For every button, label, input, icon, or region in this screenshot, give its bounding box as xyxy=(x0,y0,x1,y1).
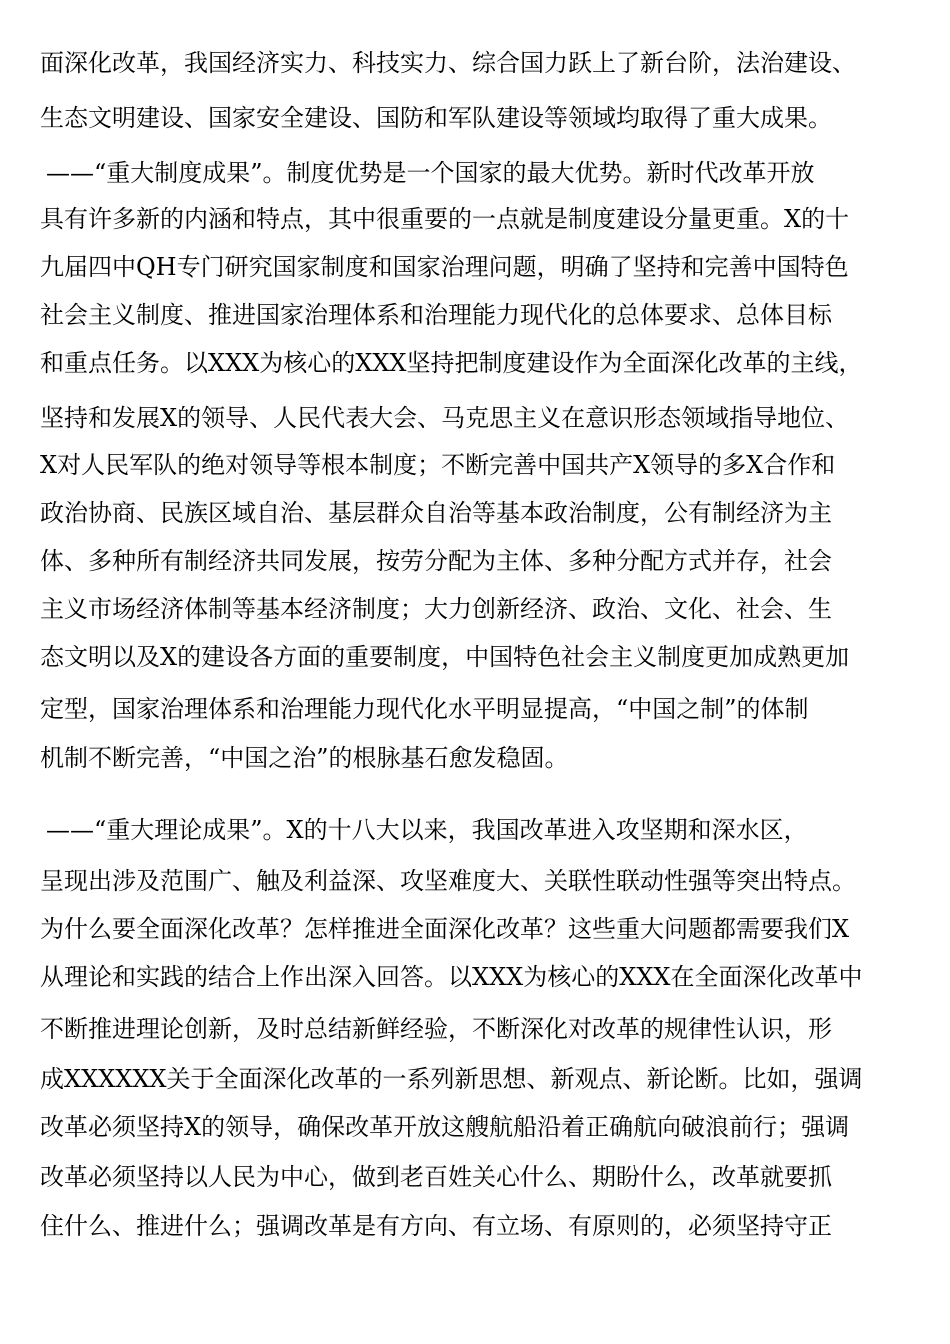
text-line: X对人民军队的绝对领导等根本制度；不断完善中国共产X领导的多X合作和 xyxy=(40,451,836,479)
text-line: 面深化改革，我国经济实力、科技实力、综合国力跃上了新台阶，法治建设、 xyxy=(40,49,856,77)
text-line: 政治协商、民族区域自治、基层群众自治等基本政治制度，公有制经济为主 xyxy=(40,499,832,527)
text-line: 态文明以及X的建设各方面的重要制度，中国特色社会主义制度更加成熟更加 xyxy=(40,643,850,671)
text-line: 不断推进理论创新，及时总结新鲜经验，不断深化对改革的规律性认识，形 xyxy=(40,1015,832,1043)
text-line: 为什么要全面深化改革？怎样推进全面深化改革？这些重大问题都需要我们X xyxy=(40,915,850,943)
text-line: 社会主义制度、推进国家治理体系和治理能力现代化的总体要求、总体目标 xyxy=(40,301,832,329)
text-line: 生态文明建设、国家安全建设、国防和军队建设等领域均取得了重大成果。 xyxy=(40,104,832,132)
text-line: 改革必须坚持X的领导，确保改革开放这艘航船沿着正确航向破浪前行；强调 xyxy=(40,1113,850,1141)
paragraph-start-line: ——“重大制度成果”。制度优势是一个国家的最大优势。新时代改革开放 xyxy=(46,159,815,187)
text-line: 主义市场经济体制等基本经济制度；大力创新经济、政治、文化、社会、生 xyxy=(40,595,832,623)
text-line: 具有许多新的内涵和特点，其中很重要的一点就是制度建设分量更重。X的十 xyxy=(40,205,850,233)
text-line: 住什么、推进什么；强调改革是有方向、有立场、有原则的，必须坚持守正 xyxy=(40,1212,832,1240)
text-line: 改革必须坚持以人民为中心，做到老百姓关心什么、期盼什么，改革就要抓 xyxy=(40,1163,832,1191)
text-line: 定型，国家治理体系和治理能力现代化水平明显提高，“中国之制”的体制 xyxy=(40,695,809,723)
text-line: 和重点任务。以XXX为核心的XXX坚持把制度建设作为全面深化改革的主线， xyxy=(40,349,863,377)
text-line: 呈现出涉及范围广、触及利益深、攻坚难度大、关联性联动性强等突出特点。 xyxy=(40,867,856,895)
text-line: 坚持和发展X的领导、人民代表大会、马克思主义在意识形态领域指导地位、 xyxy=(40,404,850,432)
text-line: 从理论和实践的结合上作出深入回答。以XXX为核心的XXX在全面深化改革中 xyxy=(40,963,863,991)
paragraph-start-line: ——“重大理论成果”。X的十八大以来，我国改革进入攻坚期和深水区， xyxy=(46,816,808,844)
text-line: 体、多种所有制经济共同发展，按劳分配为主体、多种分配方式并存，社会 xyxy=(40,547,832,575)
text-line: 成XXXXXX关于全面深化改革的一系列新思想、新观点、新论断。比如，强调 xyxy=(40,1065,863,1093)
text-line: 机制不断完善，“中国之治”的根脉基石愈发稳固。 xyxy=(40,744,569,772)
text-line: 九届四中QH专门研究国家制度和国家治理问题，明确了坚持和完善中国特色 xyxy=(40,253,849,281)
